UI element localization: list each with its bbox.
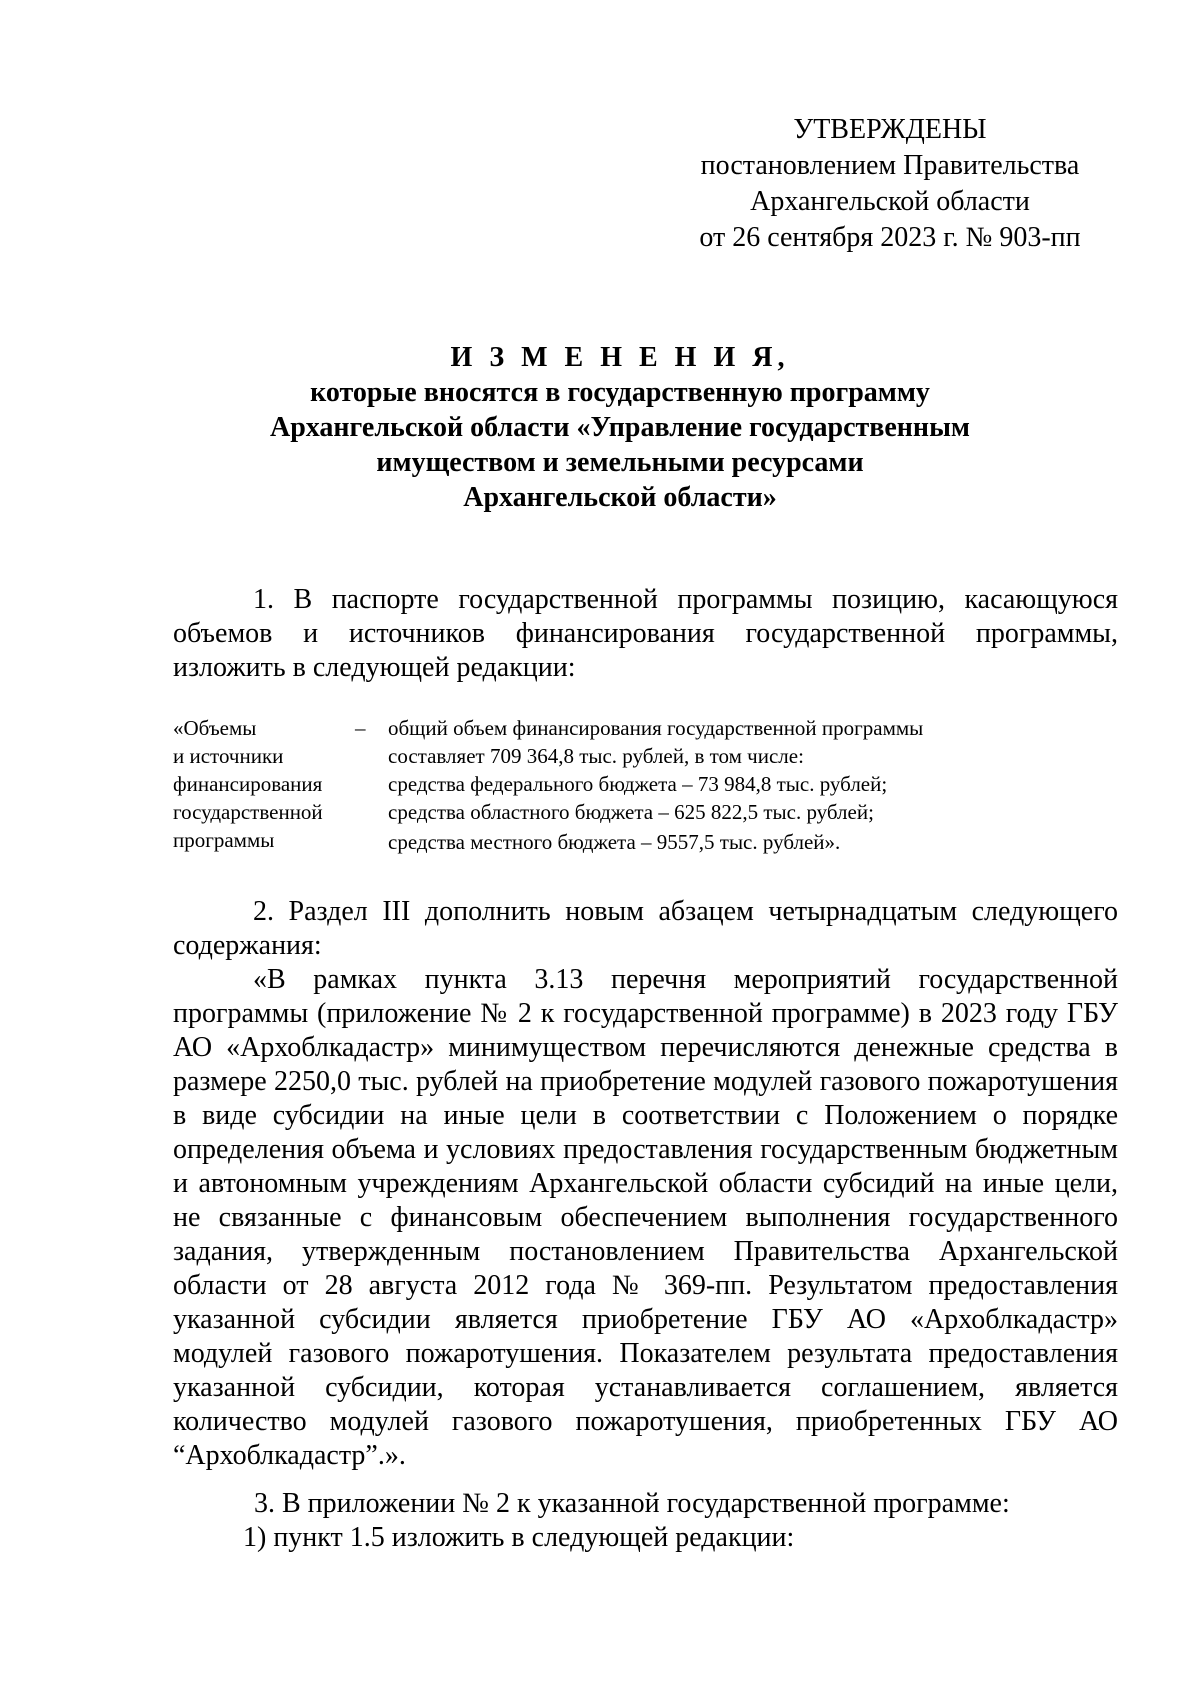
passport-values — [388, 714, 1088, 856]
item-3: 3. В приложении № 2 к указанной государственной программе: — [254, 1488, 1010, 1519]
passport-label-line: программы — [173, 828, 275, 852]
passport-label-line: «Объемы — [173, 716, 257, 740]
title-heading: И З М Е Н Е Н И Я, — [450, 342, 790, 373]
document-title — [160, 340, 1080, 515]
paragraph-2-intro: 2. Раздел III дополнить новым абзацем четырнадцатым следующего содержания: — [173, 896, 1118, 961]
approval-line-4: от 26 сентября 2023 г. № 903-пп — [699, 222, 1081, 253]
title-line-4: Архангельской области» — [463, 482, 777, 513]
passport-label — [173, 714, 353, 854]
passport-value-line: средства областного бюджета – 625 822,5 тыс. рублей; — [388, 800, 874, 824]
passport-label-line: государственной — [173, 800, 323, 824]
approval-stamp — [690, 112, 1090, 256]
title-line-3: имуществом и земельными ресурсами — [376, 447, 864, 478]
passport-label-line: финансирования — [173, 772, 323, 796]
passport-value-line: общий объем финансирования государственной программы — [388, 716, 924, 740]
title-line-2: Архангельской области «Управление государственным — [269, 412, 970, 443]
passport-value-line: средства федерального бюджета – 73 984,8 тыс. рублей; — [388, 772, 888, 796]
passport-value-line: составляет 709 364,8 тыс. рублей, в том числе: — [388, 744, 804, 768]
approval-line-3: Архангельской области — [750, 186, 1030, 217]
paragraph-2-quote: «В рамках пункта 3.13 перечня мероприятий государственной программы (приложение № 2 к государственной программе) в 2023 году ГБУ АО «Архоблкадастр» минимуществом перечисляются денежные средства в размере 2250,0 тыс. рублей на приобретение модулей газового пожаротушения в виде субсидии на иные цели в соответствии с Положением о порядке определения объема и условиях предоставления государственным бюджетным и автономным учреждениям Архангельской области субсидий на иные цели, не связанные с финансовым обеспечением выполнения государственного задания, утвержденным постановлением Правительства Архангельской области от 28 августа 2012 года № 369-пп. Результатом предоставления указанной субсидии является приобретение ГБУ АО «Архоблкадастр» модулей газового пожаротушения. Показателем результата предоставления указанной субсидии, которая устанавливается соглашением, является количество модулей газового пожаротушения, приобретенных ГБУ АО “Архоблкадастр”.». — [173, 964, 1118, 1471]
item-3-subitem-1: 1) пункт 1.5 изложить в следующей редакции: — [243, 1522, 795, 1553]
paragraph-1: 1. В паспорте государственной программы позицию, касающуюся объемов и источников финансирования государственной программы, изложить в следующей редакции: — [173, 584, 1118, 683]
approval-line-1: УТВЕРЖДЕНЫ — [793, 114, 987, 145]
title-line-1: которые вносятся в государственную программу — [310, 377, 930, 408]
passport-dash: – — [355, 716, 366, 740]
approval-line-2: постановлением Правительства — [700, 150, 1080, 181]
paragraph-2 — [173, 895, 1118, 1473]
passport-value-line: средства местного бюджета – 9557,5 тыс. рублей». — [388, 830, 841, 854]
passport-label-line: и источники — [173, 744, 284, 768]
